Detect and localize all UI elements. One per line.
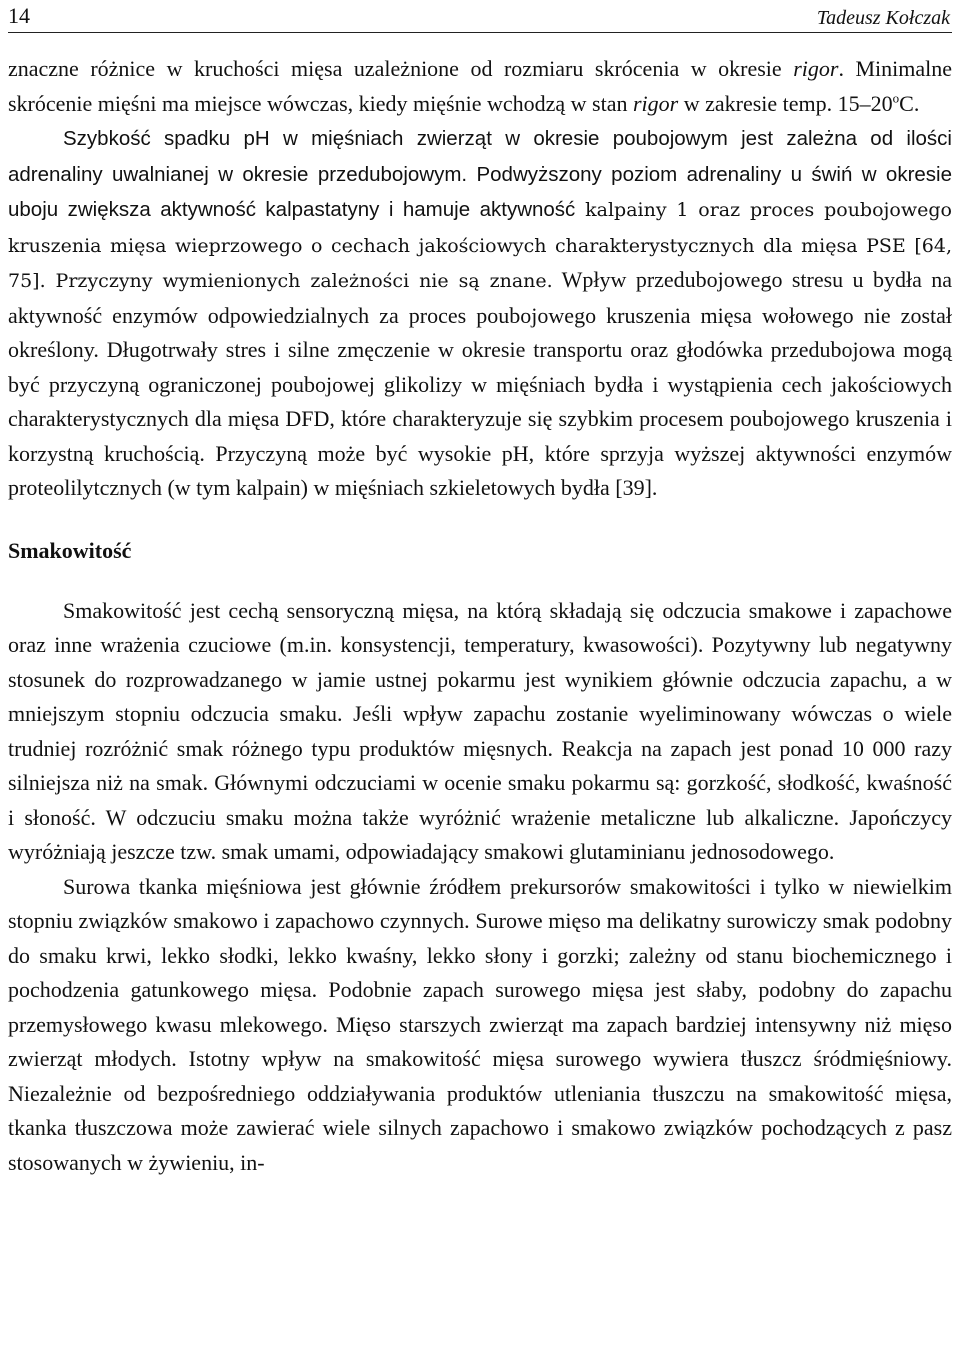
text-span: Surowa tkanka mięśniowa jest głównie źródłem prekursorów smakowitości i tylko w niewielkim stopniu związków smakowo i zapachowo czynnych. Surowe mięso ma delikatny surowiczy smak podobny do smaku krwi, lekko słodki, lekko kwaśny, lekko słony i gorzki; zależny od stanu biochemicznego i pochodzenia gatunkowego mięsa. Podobnie zapach surowego mięsa jest słaby, podobny do zapachu przemysłowego kwasu mlekowego. Mięso starszych zwierząt ma zapach bardziej intensywny niż mięso zwierząt młodych. Istotny wpływ na smakowitość mięsa surowego wywiera tłuszcz śródmięśniowy. Niezależnie od bezpośredniego oddziaływania produktów utleniania tłuszczu na smakowitość mięsa, tkanka tłuszczowa może zawierać wiele silnych zapachowo i smakowo związków pochodzących z pasz stosowanych w żywieniu, in- — [8, 873, 952, 1175]
italic-term-rigor: rigor — [632, 90, 679, 116]
text-span: Podwyższony poziom adrenaliny u świń w okresie uboju zwiększa aktywność kalpastatyny i hamuje aktywność — [8, 162, 953, 221]
text-span: Szybkość spadku pH w mięśniach zwierząt w okresie poubojowym jest zależna od ilości adrenaliny uwalnianej w okresie przedubojowym. — [8, 127, 952, 186]
document-page — [8, 0, 952, 1360]
text-span: znaczne różnice w kruchości mięsa uzależnione od rozmiaru skrócenia w okresie — [8, 56, 794, 81]
text-span: C. — [899, 90, 920, 116]
page-number: 14 — [8, 3, 30, 28]
text-span: Smakowitość jest cechą sensoryczną mięsa, na którą składają się odczucia smakowe i zapachowe oraz inne wrażenia czuciowe (m.in. konsystencji, temperatury, kwasowości). Pozytywny lub negatywny stosunek do rozprowadzanego w jamie ustnej pokarmu jest wynikiem głównie odczucia zapachu, a w mniejszym stopniu odczucia smaku. Jeśli wpływ zapachu zostanie wyeliminowany wówczas o wiele trudniej rozróżnić smak różnego typu produktów mięsnych. Reakcja na zapach jest ponad 10 000 razy silniejsza niż na smak. Głównymi odczuciami w ocenie smaku pokarmu są: gorzkość, słodkość, kwaśność i słoność. W odczuciu smaku można także wyróżnić wrażenie metaliczne lub alkaliczne. Japończycy wyróżniają jeszcze tzw. smak umami, odpowiadający smakowi glutaminianu jednosodowego. — [8, 597, 952, 864]
section-heading: Smakowitość — [8, 537, 132, 563]
running-header-author: Tadeusz Kołczak — [816, 7, 950, 29]
text-span: Wpływ przedubojowego stresu u bydła na aktywność enzymów odpowiedzialnych za proces poubojowego kruszenia mięsa wołowego nie został określony. Długotrwały stres i silne zmęczenie w okresie transportu oraz głodówka przedubojowa mogą być przyczyną ograniczonej poubojowej glikolizy w mięśniach bydła i wystąpienia cech jakościowych charakterystycznych dla mięsa DFD, które charakteryzuje się szybkim procesem poubojowego kruszenia i korzystną kruchością. Przyczyną może być wysokie pH, które sprzyja wyższej aktywności enzymów proteolilytcznych (w tym kalpain) w mięśniach szkieletowych bydła [39]. — [8, 267, 952, 500]
paragraph-surowa-tkanka — [8, 870, 952, 1181]
text-span: w zakresie temp. 15–20 — [678, 90, 893, 116]
degree-superscript: o — [892, 90, 900, 106]
paragraph-smakowitosc-definicja — [8, 594, 952, 870]
running-header — [8, 2, 952, 33]
paragraph-kruchosc-continuation — [8, 52, 952, 121]
text-span: kalpainy 1 oraz proces poubojowego kruszenia mięsa wieprzowego o cechach jakościowych charakterystycznych dla mięsa PSE [64, 75]. Przyczyny wymienionych zależności nie są znane. — [8, 199, 952, 292]
text-span: . Minimalne skrócenie mięśni ma miejsce wówczas, kiedy mięśnie wchodzą w stan — [8, 56, 952, 116]
body-text — [8, 52, 952, 1180]
paragraph-ph-adrenalina — [8, 121, 952, 506]
italic-term-rigor: rigor — [793, 56, 839, 81]
